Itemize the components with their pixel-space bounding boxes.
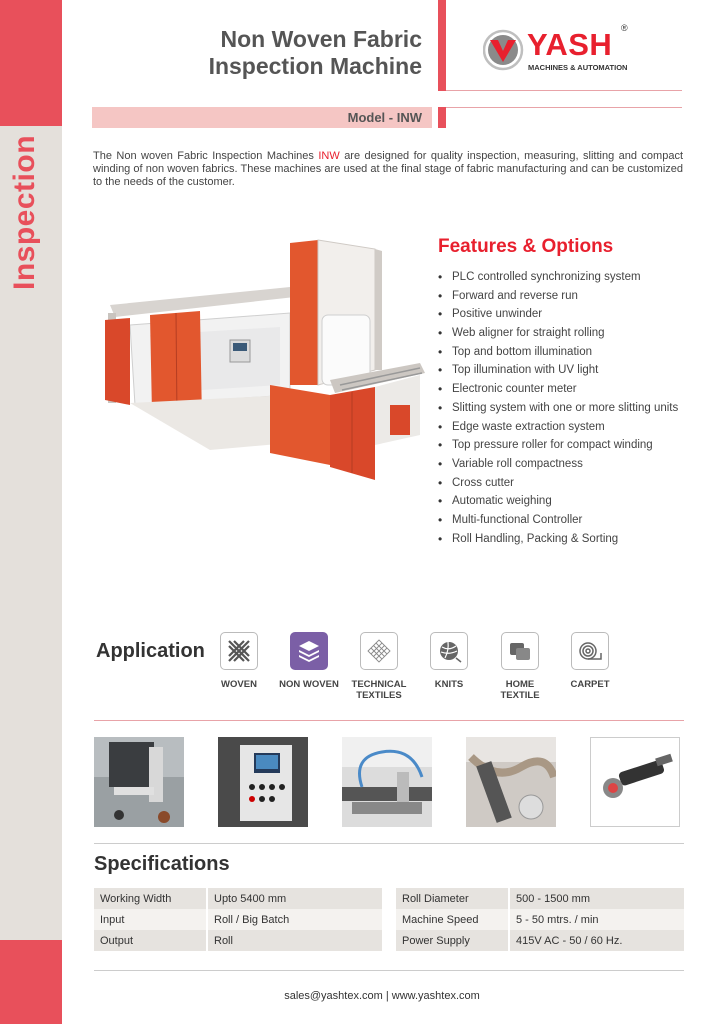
spec-key: Working Width <box>94 888 207 909</box>
table-row <box>94 909 382 930</box>
model-label: Model - INW <box>347 110 422 125</box>
page-title-line-1: Non Woven Fabric <box>220 26 422 52</box>
feature-item: • Slitting system with one or more slitting units <box>438 399 678 418</box>
application-label: CARPET <box>570 679 610 690</box>
table-row <box>396 888 684 909</box>
photo-control-panel <box>218 737 308 827</box>
intro-model-highlight: INW <box>318 150 340 162</box>
spec-key: Input <box>94 909 207 930</box>
registered-mark: ® <box>621 23 628 33</box>
features-list <box>438 268 678 548</box>
logo-wordmark: YASH <box>527 27 613 62</box>
application-woven <box>199 632 279 690</box>
knits-icon <box>430 632 468 670</box>
spec-value: 415V AC - 50 / 60 Hz. <box>509 930 684 951</box>
features-title: Features & Options <box>438 236 614 257</box>
side-category-title: Inspection <box>8 134 41 290</box>
feature-item: • Multi-functional Controller <box>438 511 678 530</box>
feature-item: • Edge waste extraction system <box>438 418 678 437</box>
model-rule <box>446 107 682 108</box>
feature-item: • Roll Handling, Packing & Sorting <box>438 530 678 549</box>
feature-item: • Cross cutter <box>438 474 678 493</box>
sidebar-red-top <box>0 0 62 126</box>
spec-key: Power Supply <box>396 930 509 951</box>
spec-key: Machine Speed <box>396 909 509 930</box>
application-label: TECHNICAL TEXTILES <box>351 679 407 701</box>
photo-extraction-pipes <box>466 737 556 827</box>
header-rule <box>446 90 682 91</box>
intro-paragraph <box>93 150 683 190</box>
photo-edge-extraction <box>342 737 432 827</box>
non-woven-icon <box>290 632 328 670</box>
photo-cross-cutter <box>590 737 680 827</box>
application-non-woven <box>269 632 349 690</box>
table-row <box>94 888 382 909</box>
spec-value: Roll <box>207 930 382 951</box>
application-home-textile <box>480 632 560 701</box>
application-label: WOVEN <box>221 679 257 690</box>
feature-item: • Variable roll compactness <box>438 455 678 474</box>
spec-value: Upto 5400 mm <box>207 888 382 909</box>
left-sidebar-bar <box>0 0 62 1024</box>
application-label: KNITS <box>434 679 464 690</box>
spec-value: 500 - 1500 mm <box>509 888 684 909</box>
logo-tagline: MACHINES & AUTOMATION <box>528 63 628 72</box>
feature-item: • Top pressure roller for compact winding <box>438 436 678 455</box>
specs-table-right <box>396 888 684 951</box>
feature-item: • Automatic weighing <box>438 492 678 511</box>
application-technical-textiles <box>339 632 419 701</box>
spec-value: Roll / Big Batch <box>207 909 382 930</box>
section-divider <box>94 720 684 721</box>
spec-value: 5 - 50 mtrs. / min <box>509 909 684 930</box>
feature-item: • PLC controlled synchronizing system <box>438 268 678 287</box>
model-red-marker <box>438 107 446 128</box>
spec-key: Roll Diameter <box>396 888 509 909</box>
machine-illustration <box>90 235 435 500</box>
application-carpet <box>550 632 630 690</box>
feature-item: • Forward and reverse run <box>438 287 678 306</box>
application-knits <box>409 632 489 690</box>
home-textile-icon <box>501 632 539 670</box>
footer-divider <box>94 970 684 971</box>
intro-text-start: The Non woven Fabric Inspection Machines <box>93 150 319 162</box>
sidebar-red-bottom <box>0 940 62 1024</box>
feature-item: • Web aligner for straight rolling <box>438 324 678 343</box>
footer-contact: sales@yashtex.com | www.yashtex.com <box>284 990 480 1002</box>
intro-text-end: are designed for quality inspection, measuring, slitting and compact winding of non woven fabrics. These machines are used at the final stage of fabric manufacturing and can be customized to the needs of the customer. <box>93 150 683 189</box>
application-title: Application <box>96 640 205 662</box>
table-row <box>396 909 684 930</box>
section-divider <box>94 843 684 844</box>
table-row <box>396 930 684 951</box>
feature-item: • Top and bottom illumination <box>438 343 678 362</box>
spec-key: Output <box>94 930 207 951</box>
feature-item: • Positive unwinder <box>438 305 678 324</box>
technical-textiles-icon <box>360 632 398 670</box>
feature-item: • Electronic counter meter <box>438 380 678 399</box>
specifications-title: Specifications <box>94 853 230 875</box>
table-row <box>94 930 382 951</box>
photo-unwinder <box>94 737 184 827</box>
specs-table-left <box>94 888 382 951</box>
header-red-divider <box>438 0 446 91</box>
application-label: HOME TEXTILE <box>500 679 540 701</box>
feature-item: • Top illumination with UV light <box>438 361 678 380</box>
woven-icon <box>220 632 258 670</box>
application-label: NON WOVEN <box>279 679 339 690</box>
page-title-line-2: Inspection Machine <box>208 53 422 79</box>
carpet-icon <box>571 632 609 670</box>
